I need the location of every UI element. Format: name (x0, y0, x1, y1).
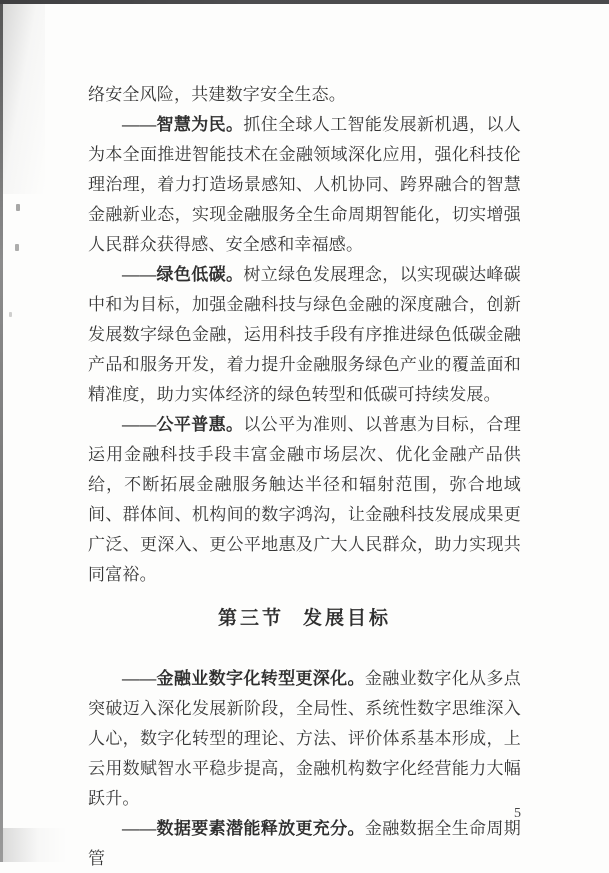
paragraph-lead: ——公平普惠。 (122, 415, 244, 434)
scan-speck (16, 204, 20, 211)
scan-edge-top (0, 0, 609, 4)
body-paragraph (88, 80, 521, 110)
paragraph-text: 金融数据全生命周期管 (88, 819, 521, 868)
scan-shadow-top-left (3, 4, 45, 194)
paragraph-lead: ——智慧为民。 (122, 115, 244, 134)
paragraph-lead: ——金融业数字化转型更深化。 (122, 669, 365, 688)
paragraph-lead: ——数据要素潜能释放更充分。 (122, 819, 365, 838)
paragraph-text: 抓住全球人工智能发展新机遇，以人为本全面推进智能技术在金融领域深化应用，强化科技伦理治理，着力打造场景感知、人机协同、跨界融合的智慧金融新业态，实现金融服务全生命周期智能化，切实增强人民群众获得感、安全感和幸福感。 (88, 115, 521, 254)
paragraph-text: 金融业数字化从多点突破迈入深化发展新阶段，全局性、系统性数字思维深入人心，数字化转型的理论、方法、评价体系基本形成，上云用数赋智水平稳步提高，金融机构数字化经营能力大幅跃升。 (88, 669, 521, 808)
paragraph-text: 络安全风险，共建数字安全生态。 (88, 85, 346, 104)
paragraph-text: 以公平为准则、以普惠为目标，合理运用金融科技手段丰富金融市场层次、优化金融产品供给，不断拓展金融服务触达半径和辐射范围，弥合地域间、群体间、机构间的数字鸿沟，让金融科技发展成果更广泛、更深入、更公平地惠及广大人民群众，助力实现共同富裕。 (88, 415, 521, 584)
body-paragraph (88, 260, 521, 410)
scan-shadow-bottom-left (3, 828, 67, 862)
page-body (88, 80, 521, 873)
body-paragraph (88, 814, 521, 873)
body-paragraph (88, 664, 521, 814)
section-title: 发展目标 (303, 608, 392, 629)
paragraph-lead: ——绿色低碳。 (122, 265, 244, 284)
page-number: 5 (514, 806, 521, 821)
paragraph-text: 树立绿色发展理念，以实现碳达峰碳中和为目标，加强金融科技与绿色金融的深度融合，创新发展数字绿色金融，运用科技手段有序推进绿色低碳金融产品和服务开发，着力提升金融服务绿色产业的覆盖面和精准度，助力实体经济的绿色转型和低碳可持续发展。 (88, 265, 521, 404)
body-paragraph (88, 410, 521, 590)
body-paragraph (88, 110, 521, 260)
section-number: 第三节 (217, 608, 284, 629)
scan-speck (9, 312, 12, 317)
section-heading (88, 604, 521, 634)
scan-speck (15, 244, 19, 251)
